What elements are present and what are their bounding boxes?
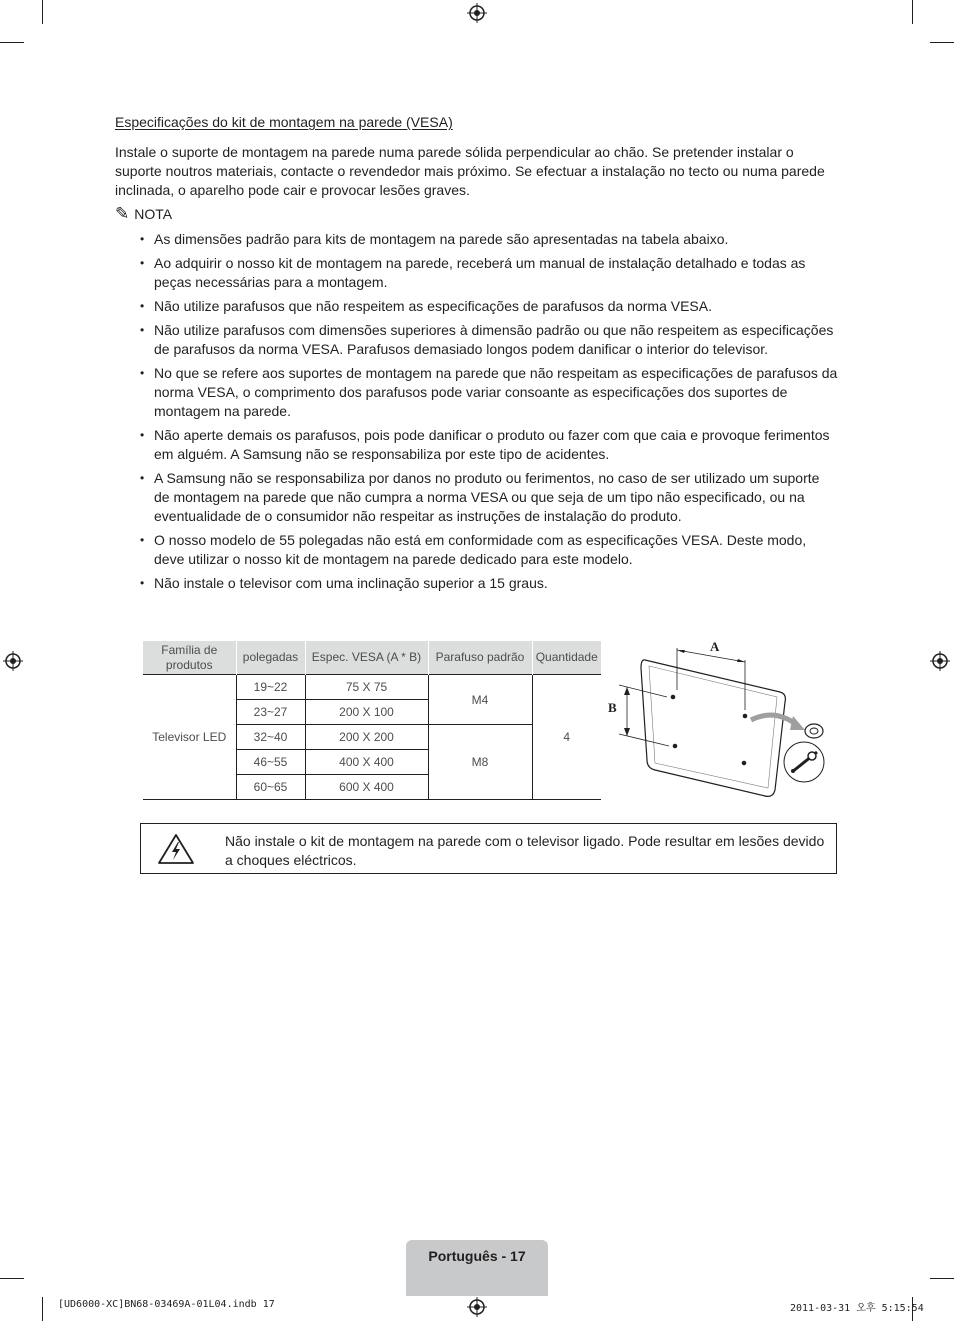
list-item: • A Samsung não se responsabiliza por danos no produto ou ferimentos, no caso de ser utilizado um suporte de montagem na parede que não cumpra a norma VESA ou que seja de um tipo não especificado, ou na eventualidade de o consumidor não respeitar as instruções de instalação do produto.: [138, 469, 838, 526]
registration-mark-icon: [467, 1297, 487, 1317]
dimension-a-label: A: [710, 639, 720, 654]
header-standard-screw: Parafuso padrão: [428, 641, 532, 675]
crop-mark: [42, 0, 43, 24]
crop-mark: [0, 42, 24, 43]
list-item: • Não utilize parafusos que não respeitem as especificações de parafusos da norma VESA.: [138, 297, 838, 316]
header-quantity: Quantidade: [532, 641, 601, 675]
warning-box: [140, 823, 837, 874]
note-label: NOTA: [134, 206, 173, 222]
inches-cell: 23~27: [236, 700, 305, 725]
page-label: Português - 17: [428, 1248, 526, 1264]
crop-mark: [42, 1297, 43, 1321]
registration-mark-icon: [3, 651, 23, 671]
page-number-tab: [406, 1240, 548, 1296]
note-heading: [115, 206, 172, 222]
crop-mark: [912, 0, 913, 24]
print-timestamp: 2011-03-31 오후 5:15:54: [790, 1303, 924, 1314]
list-item: • Não instale o televisor com uma inclinação superior a 15 graus.: [138, 574, 838, 593]
intro-paragraph: Instale o suporte de montagem na parede numa parede sólida perpendicular ao chão. Se pretender instalar o suporte noutros materiais, contacte o revendedor mais próximo. Se efectuar a instalação no tecto ou numa parede inclinada, o aparelho pode cair e provocar lesões graves.: [115, 144, 825, 198]
section-title: Especificações do kit de montagem na parede (VESA): [115, 114, 453, 130]
inches-cell: 32~40: [236, 725, 305, 750]
screw-cell: M4: [428, 675, 532, 725]
crop-mark: [0, 1278, 24, 1279]
table-header-row: [143, 641, 601, 675]
file-info: [UD6000-XC]BN68-03469A-01L04.indb 17: [58, 1299, 275, 1310]
list-item: • As dimensões padrão para kits de montagem na parede são apresentadas na tabela abaixo.: [138, 230, 838, 249]
crop-mark: [930, 1278, 954, 1279]
product-family-cell: Televisor LED: [143, 675, 236, 800]
list-item: • Ao adquirir o nosso kit de montagem na parede, receberá um manual de instalação detalhado e todas as peças necessárias para a montagem.: [138, 254, 838, 292]
vesa-cell: 200 X 100: [305, 700, 428, 725]
vesa-cell: 600 X 400: [305, 775, 428, 800]
list-item: • O nosso modelo de 55 polegadas não está em conformidade com as especificações VESA. Deste modo, deve utilizar o nosso kit de montagem na parede dedicado para este modelo.: [138, 531, 838, 569]
pencil-icon: ✎: [115, 204, 130, 223]
registration-mark-icon: [930, 651, 950, 671]
header-product-family: Família de produtos: [143, 641, 236, 675]
crop-mark: [930, 42, 954, 43]
screw-cell: M8: [428, 725, 532, 800]
electric-shock-warning-icon: [157, 833, 195, 865]
dimension-b-label: B: [608, 700, 617, 715]
vesa-cell: 75 X 75: [305, 675, 428, 700]
inches-cell: 19~22: [236, 675, 305, 700]
table-row: [143, 675, 601, 700]
note-list: [138, 230, 838, 598]
inches-cell: 46~55: [236, 750, 305, 775]
header-vesa-spec: Espec. VESA (A * B): [305, 641, 428, 675]
inches-cell: 60~65: [236, 775, 305, 800]
list-item: • Não aperte demais os parafusos, pois pode danificar o produto ou fazer com que caia e provoque ferimentos em alguém. A Samsung não se responsabiliza por este tipo de acidentes.: [138, 426, 838, 464]
header-inches: polegadas: [236, 641, 305, 675]
list-item: • Não utilize parafusos com dimensões superiores à dimensão padrão ou que não respeitem as especificações de parafusos da norma VESA. Parafusos demasiado longos podem danificar o interior do televisor.: [138, 321, 838, 359]
tv-mount-diagram: [605, 630, 845, 805]
registration-mark-icon: [467, 3, 487, 23]
quantity-cell: 4: [532, 675, 601, 800]
vesa-spec-table: [143, 641, 601, 800]
vesa-cell: 200 X 200: [305, 725, 428, 750]
list-item: • No que se refere aos suportes de montagem na parede que não respeitam as especificações de parafusos da norma VESA, o comprimento dos parafusos pode variar consoante as especificações dos suportes de montagem na parede.: [138, 364, 838, 421]
warning-text: Não instale o kit de montagem na parede com o televisor ligado. Pode resultar em lesões devido a choques eléctricos.: [225, 833, 825, 868]
vesa-cell: 400 X 400: [305, 750, 428, 775]
